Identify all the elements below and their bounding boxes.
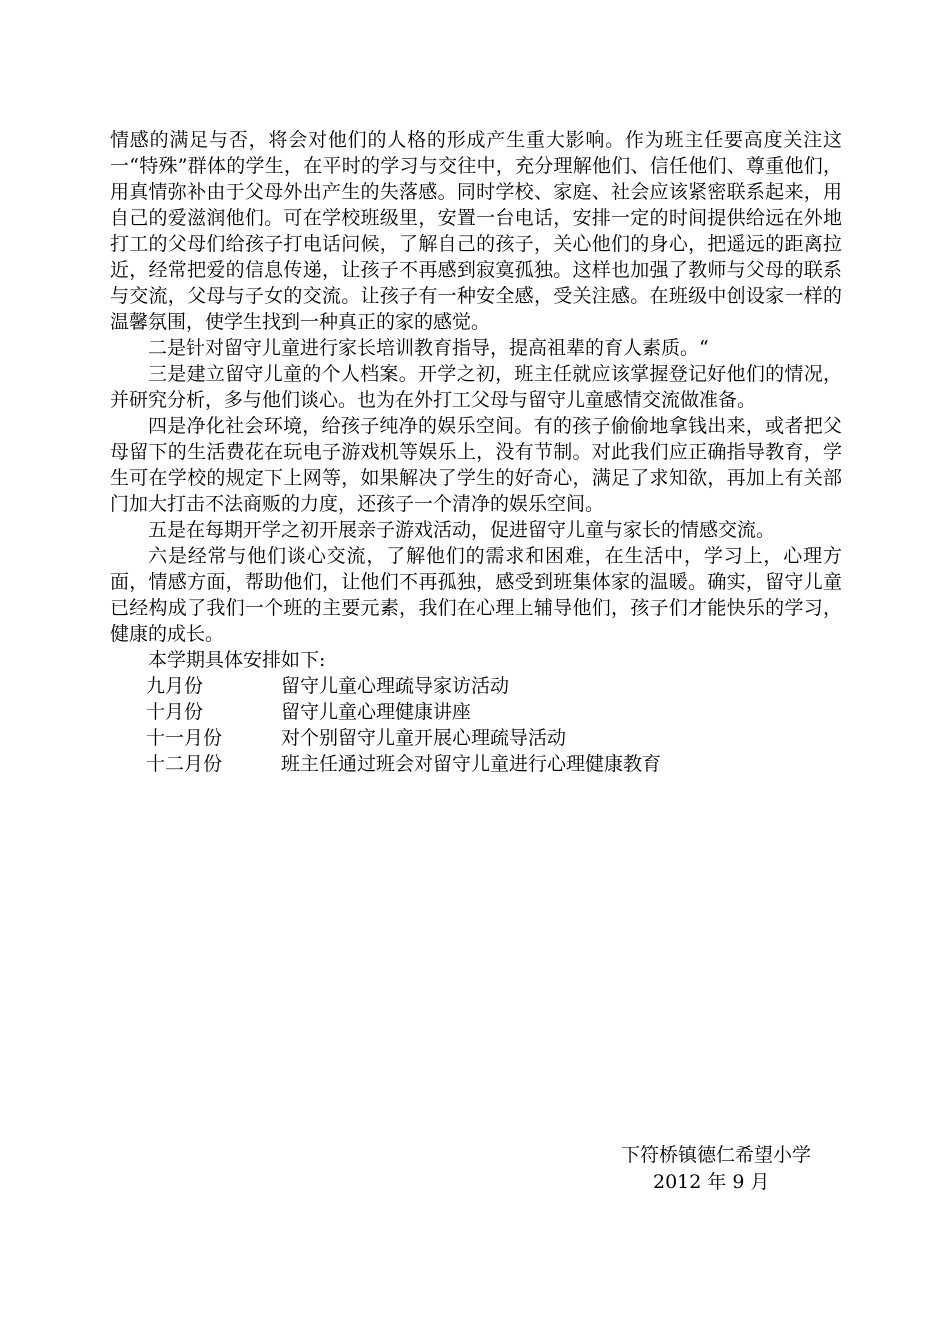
schedule-row <box>110 673 842 699</box>
paragraph-item-3: 三是建立留守儿童的个人档案。开学之初，班主任就应该掌握登记好他们的情况，并研究分析，多与他们谈心。也为在外打工父母与留守儿童感情交流做准备。 <box>110 363 842 411</box>
schedule-month: 十一月份 <box>146 727 223 749</box>
paragraph-item-6: 六是经常与他们谈心交流，了解他们的需求和困难，在生活中，学习上，心理方面，情感方面，帮助他们，让他们不再孤独，感受到班集体家的温暖。确实，留守儿童已经构成了我们一个班的主要元素，我们在心理上辅导他们，孩子们才能快乐的学习，健康的成长。 <box>110 545 842 645</box>
schedule-month: 十月份 <box>146 701 204 723</box>
schedule-activity: 对个别留守儿童开展心理疏导活动 <box>281 727 567 749</box>
paragraph-item-5: 五是在每期开学之初开展亲子游戏活动，促进留守儿童与家长的情感交流。 <box>148 519 776 541</box>
schedule-month: 十二月份 <box>146 753 223 775</box>
document-body <box>110 127 842 777</box>
paragraph-continuation: 情感的满足与否，将会对他们的人格的形成产生重大影响。作为班主任要高度关注这一“特殊”群体的学生，在平时的学习与交往中，充分理解他们、信任他们、尊重他们，用真情弥补由于父母外出产生的失落感。同时学校、家庭、社会应该紧密联系起来，用自己的爱滋润他们。可在学校班级里，安置一台电话，安排一定的时间提供给远在外地打工的父母们给孩子打电话问候，了解自己的孩子，关心他们的身心，把遥远的距离拉近，经常把爱的信息传递，让孩子不再感到寂寞孤独。这样也加强了教师与父母的联系与交流，父母与子女的交流。让孩子有一种安全感，受关注感。在班级中创设家一样的温馨氛围，使学生找到一种真正的家的感觉。 <box>110 129 842 333</box>
schedule-row <box>110 751 842 777</box>
schedule-title: 本学期具体安排如下: <box>148 649 326 671</box>
schedule-month: 九月份 <box>146 675 204 697</box>
schedule-activity: 留守儿童心理健康讲座 <box>281 701 472 723</box>
schedule-activity: 班主任通过班会对留守儿童进行心理健康教育 <box>281 753 662 775</box>
schedule-activity: 留守儿童心理疏导家访活动 <box>281 675 510 697</box>
signature-block <box>600 1142 860 1196</box>
paragraph-item-2: 二是针对留守儿童进行家长培训教育指导，提高祖辈的育人素质。“ <box>148 337 709 359</box>
signature-school: 下符桥镇德仁希望小学 <box>621 1144 812 1166</box>
schedule-row <box>110 699 842 725</box>
signature-date: 2012 年 9 月 <box>653 1171 770 1193</box>
paragraph-item-4: 四是净化社会环境，给孩子纯净的娱乐空间。有的孩子偷偷地拿钱出来，或者把父母留下的生活费花在玩电子游戏机等娱乐上，没有节制。对此我们应正确指导教育，学生可在学校的规定下上网等，如果解决了学生的好奇心，满足了求知欲，再加上有关部门加大打击不法商贩的力度，还孩子一个清净的娱乐空间。 <box>110 415 842 515</box>
schedule-row <box>110 725 842 751</box>
